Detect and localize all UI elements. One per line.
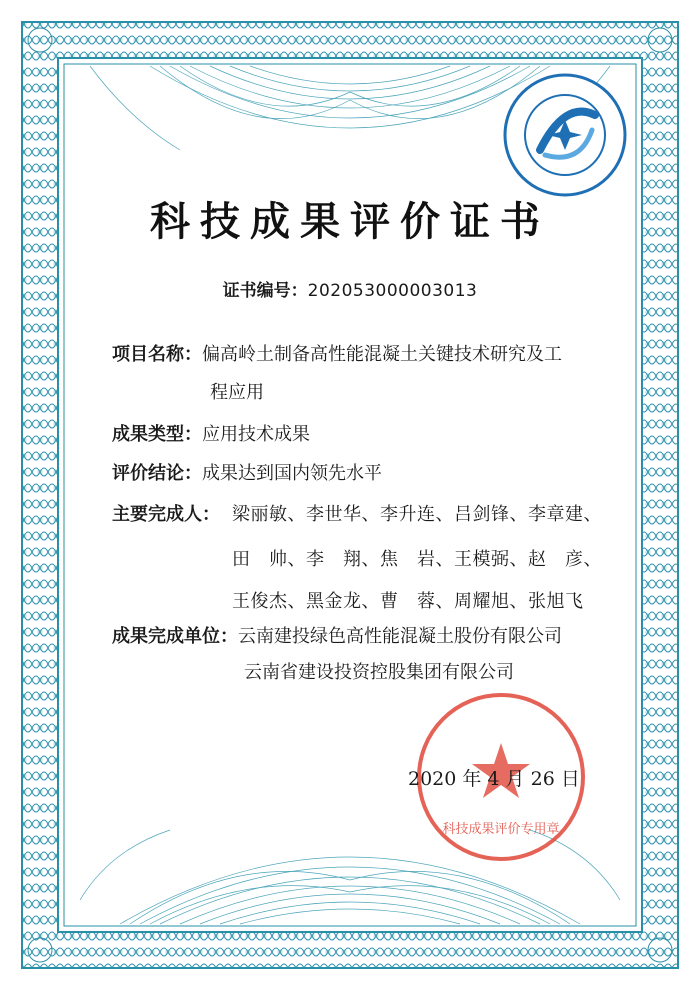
type-value: 应用技术成果 [202, 424, 310, 445]
project-row [112, 340, 562, 366]
persons-line3: 王俊杰、黑金龙、曹 蓉、周耀旭、张旭飞 [232, 591, 584, 612]
project-label: 项目名称： [112, 344, 202, 365]
type-row [112, 420, 310, 446]
persons-row [112, 500, 220, 526]
certificate-number [0, 276, 700, 301]
seal-bottom-text: 科技成果评价专用章 [442, 822, 560, 837]
cert-no-value: 202053000003013 [307, 281, 478, 301]
certificate-title: 科技成果评价证书 [150, 198, 550, 245]
conclusion-label: 评价结论： [112, 463, 202, 484]
type-label: 成果类型： [112, 424, 202, 445]
persons-label: 主要完成人： [112, 504, 220, 525]
project-line1: 偏高岭土制备高性能混凝土关键技术研究及工 [202, 344, 562, 365]
units-label: 成果完成单位： [112, 626, 238, 647]
issue-date: 2020 年 4 月 26 日 [408, 768, 580, 790]
unit2: 云南省建设投资控股集团有限公司 [244, 662, 514, 683]
conclusion-row [112, 459, 382, 485]
association-logo [500, 70, 630, 200]
units-row [112, 622, 562, 648]
persons-line1: 梁丽敏、李世华、李升连、吕剑锋、李章建、 [232, 504, 602, 525]
project-line2: 程应用 [210, 382, 264, 403]
persons-line2: 田 帅、李 翔、焦 岩、王模弼、赵 彦、 [232, 549, 602, 570]
conclusion-value: 成果达到国内领先水平 [202, 463, 382, 484]
cert-no-label: 证书编号： [222, 281, 308, 301]
unit1: 云南建投绿色高性能混凝土股份有限公司 [238, 626, 562, 647]
